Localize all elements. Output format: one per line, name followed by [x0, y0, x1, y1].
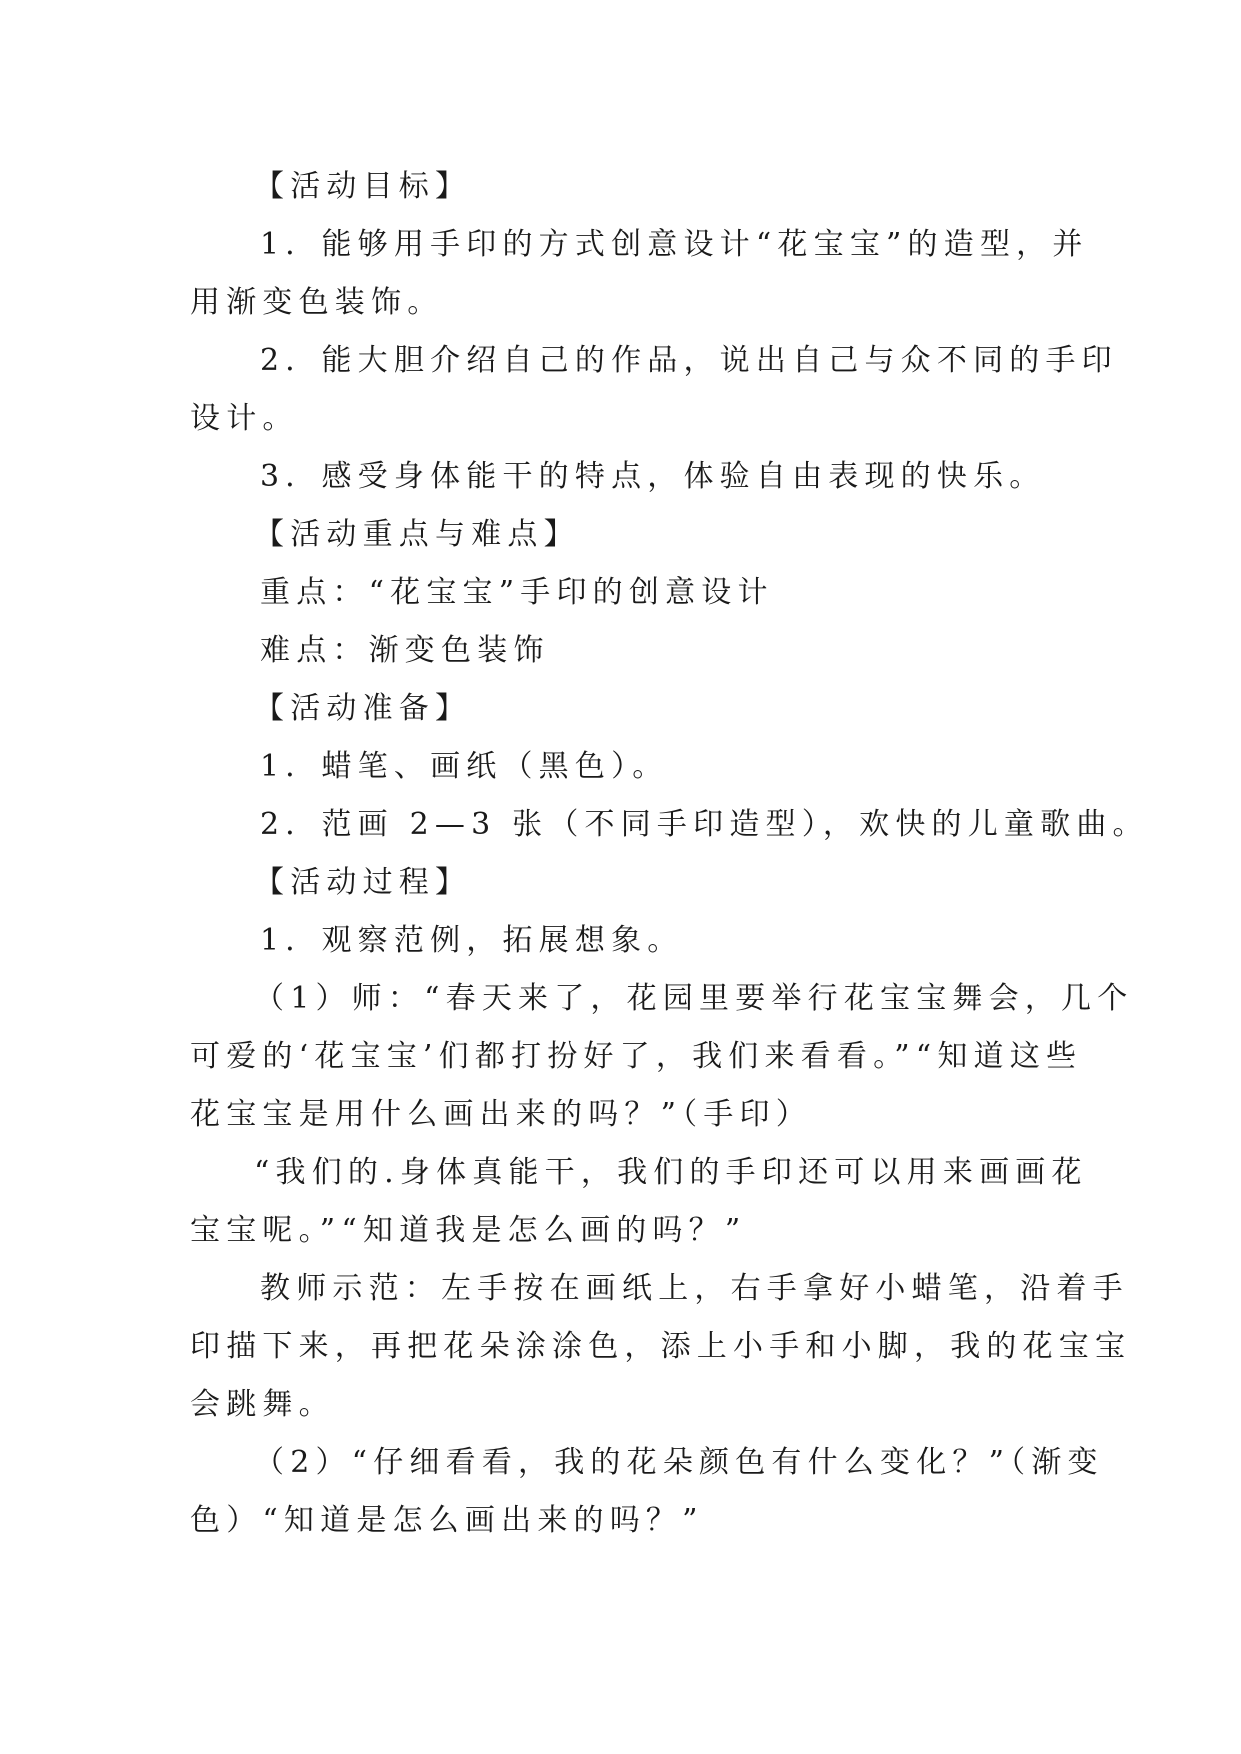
paragraph-line: 宝宝呢。”“知道我是怎么画的吗？”	[190, 1213, 747, 1248]
section-heading-preparation: 【活动准备】	[254, 691, 472, 726]
section-heading-process: 【活动过程】	[254, 865, 472, 900]
paragraph-line: 2．能大胆介绍自己的作品，说出自己与众不同的手印	[260, 343, 1118, 378]
paragraph-line: 教师示范：左手按在画纸上，右手拿好小蜡笔，沿着手	[260, 1271, 1129, 1306]
paragraph-line: 设计。	[190, 401, 299, 436]
paragraph-line: 2．范画 2—3 张（不同手印造型），欢快的儿童歌曲。	[260, 807, 1149, 842]
paragraph-line: （1）师：“春天来了，花园里要举行花宝宝舞会，几个	[254, 981, 1134, 1016]
section-heading-focus: 【活动重点与难点】	[254, 517, 580, 552]
paragraph-line: 花宝宝是用什么画出来的吗？”（手印）	[190, 1097, 812, 1132]
section-heading-goals: 【活动目标】	[254, 169, 472, 204]
paragraph-line: （2）“仔细看看，我的花朵颜色有什么变化？”（渐变	[254, 1445, 1104, 1480]
paragraph-line: 会跳舞。	[190, 1387, 335, 1422]
paragraph-line: 难点：渐变色装饰	[260, 633, 550, 668]
paragraph-line: 重点：“花宝宝”手印的创意设计	[260, 575, 774, 610]
paragraph-line: 1．能够用手印的方式创意设计“花宝宝”的造型，并	[260, 227, 1089, 262]
paragraph-line: 印描下来，再把花朵涂涂色，添上小手和小脚，我的花宝宝	[190, 1329, 1132, 1364]
paragraph-line: 3．感受身体能干的特点，体验自由表现的快乐。	[260, 459, 1046, 494]
paragraph-line: 色）“知道是怎么画出来的吗？”	[190, 1503, 704, 1538]
paragraph-line: “我们的.身体真能干，我们的手印还可以用来画画花	[254, 1155, 1088, 1190]
paragraph-line: 可爱的‘花宝宝’们都打扮好了，我们来看看。”“知道这些	[190, 1039, 1083, 1074]
paragraph-line: 用渐变色装饰。	[190, 285, 444, 320]
document-body	[190, 158, 1149, 1550]
paragraph-line: 1．观察范例，拓展想象。	[260, 923, 684, 958]
paragraph-line: 1．蜡笔、画纸（黑色）。	[260, 749, 669, 784]
